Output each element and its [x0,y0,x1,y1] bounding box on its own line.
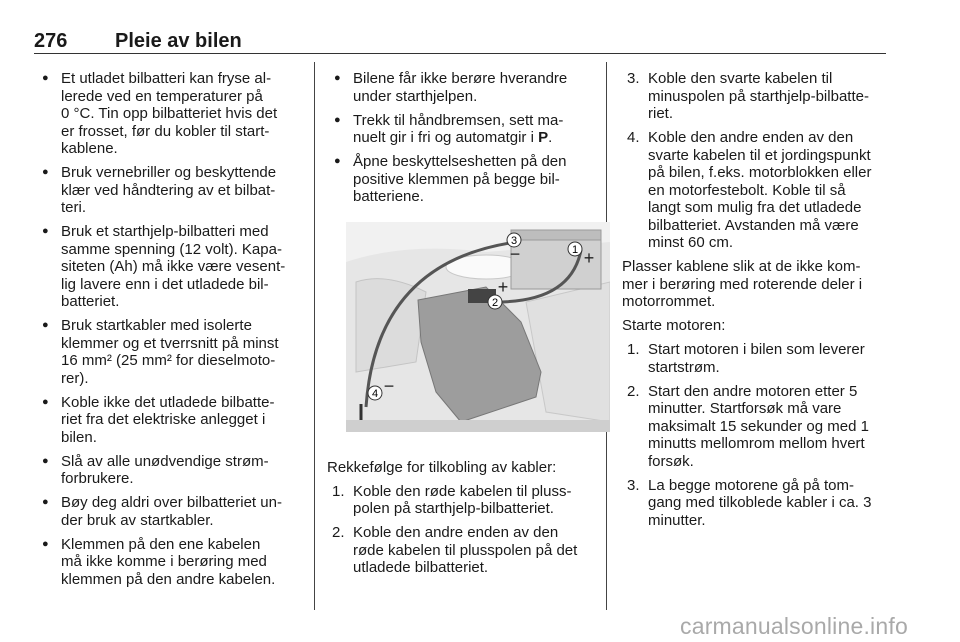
column-3 [622,70,898,536]
item-number: 3. [627,70,640,87]
text-line: minst 60 cm. [648,234,734,251]
text-line: utladede bilbatteriet. [353,559,489,576]
bullet-item [42,535,311,589]
text-line: Koble den røde kabelen til pluss- [353,482,572,500]
text-line: bilbatteriet. Avstanden må være [648,216,859,234]
text-line: Rekkefølge for tilkobling av kabler: [327,458,557,476]
text-line: er frosset, før du kobler til start- [61,122,270,140]
bullet-item [42,393,311,447]
numbered-item [627,382,898,471]
bullet-icon: ● [334,113,341,126]
bullet-icon: ● [334,72,341,84]
text-line: Koble den andre enden av den [353,524,559,541]
bullet-item [334,111,603,147]
page-number: 276 [34,30,68,52]
text-line: samme spenning (12 volt). Kapa- [61,240,282,258]
text-line: lig lavere enn i det utladede bil- [61,275,269,293]
text-line: langt som mulig fra det utladede [648,199,862,216]
text-line: siteten (Ah) må ikke være vesent- [61,258,286,275]
item-number: 2. [627,382,640,400]
text-line: under starthjelpen. [353,87,478,105]
text-line: positive klemmen på begge bil- [353,170,560,188]
numbered-item [627,341,898,376]
text-line: kablene. [61,140,118,157]
text-line: svarte kabelen til et jordingspunkt [648,146,871,164]
text-line: Klemmen på den ene kabelen [61,535,261,553]
callout-1: 1 [571,244,579,256]
bullet-item [42,452,311,488]
text-line: maksimalt 15 sekunder og med 1 [648,417,869,435]
text-line: minutts mellomrom mellom hvert [648,435,865,452]
text-line: Koble den svarte kabelen til [648,70,833,87]
bullet-item [42,164,311,217]
numbered-item [332,482,603,518]
text-line: nuelt gir i fri og automatgir i P. [353,129,553,146]
text-line: røde kabelen til plusspolen på det [353,541,578,559]
text-line: batteriet. [61,293,120,310]
bullet-item [42,494,311,529]
text-line: Trekk til håndbremsen, sett ma- [353,111,564,129]
text-line: på bilen, f.eks. motorblokken eller [648,164,872,181]
bullet-icon: ● [42,537,49,550]
plus-sign: + [583,248,595,268]
text-line: Et utladet bilbatteri kan fryse al- [61,70,272,87]
numbered-item [627,129,898,252]
text-line: minutter. Startforsøk må vare [648,400,842,417]
bullet-icon: ● [42,225,49,237]
item-number: 1. [332,482,345,500]
column-2 [327,70,603,583]
callout-2: 2 [491,297,499,309]
text-line: riet. [648,105,674,122]
numbered-item [332,524,603,577]
bullet-icon: ● [334,155,341,167]
bullet-item [42,70,311,158]
page-title: Pleie av bilen [115,30,242,52]
bullet-icon: ● [42,496,49,508]
text-line: bilen. [61,428,97,446]
bullet-item [42,317,311,387]
text-line: minutter. [648,511,706,529]
text-line: Starte motoren: [622,317,726,334]
bullet-icon: ● [42,166,49,178]
text-line: Koble den andre enden av den [648,129,854,146]
text-line: Bruk startkabler med isolerte [61,317,252,334]
start-procedure-list [622,70,898,529]
paragraph [327,459,603,477]
text-line: motorrommet. [622,293,716,310]
text-line: La begge motorene gå på tom- [648,476,854,494]
text-line: Åpne beskyttelseshetten på den [353,153,567,170]
callout-4: 4 [371,388,379,400]
bullet-icon: ● [42,454,49,467]
item-number: 4. [627,129,640,146]
text-line: der bruk av startkabler. [61,511,214,529]
header-rule [34,53,886,54]
text-line: riet fra det elektriske anlegget i [61,411,266,428]
text-line: gang med tilkoblede kabler i ca. 3 [648,494,872,511]
text-line: klemmer og et tverrsnitt på minst [61,334,279,352]
callout-3: 3 [510,235,518,247]
item-number: 3. [627,476,640,494]
watermark: carmanualsonline.info [680,613,908,639]
text-line: Bruk vernebriller og beskyttende [61,164,277,181]
text-line: Bruk et starthjelp-bilbatteri med [61,223,269,240]
paragraph [622,258,898,311]
bullet-item [334,153,603,206]
text-line: mer i berøring med roterende deler i [622,275,863,293]
paragraph [622,317,898,335]
text-line: Slå av alle unødvendige strøm- [61,452,269,470]
numbered-item [627,70,898,123]
minus-sign: − [509,244,521,264]
bullet-item [334,70,603,105]
preparation-list [334,70,603,206]
precautions-list [42,70,311,588]
text-line: må ikke komme i berøring med [61,553,267,570]
text-line: Start motoren i bilen som leverer [648,341,865,358]
text-line: lerede ved en temperaturer på [61,87,263,105]
text-line: Bilene får ikke berøre hverandre [353,70,568,87]
text-line: Koble ikke det utladede bilbatte- [61,393,275,411]
connection-order-list [327,458,603,577]
minus-sign: − [383,376,395,396]
bullet-item [42,223,311,311]
text-line: Plasser kablene slik at de ikke kom- [622,258,861,275]
item-number: 1. [627,341,640,358]
text-line: Start den andre motoren etter 5 [648,382,858,400]
column-divider [314,62,315,610]
text-line: 16 mm² (25 mm² for dieselmoto- [61,352,276,369]
bullet-icon: ● [42,319,49,331]
text-line: batteriene. [353,188,424,205]
text-line: teri. [61,199,87,216]
text-line: 0 °C. Tin opp bilbatteriet hvis det [61,105,278,122]
jump-start-illustration [346,222,610,432]
text-line: en motorfestebolt. Koble til så [648,181,846,199]
bullet-icon: ● [42,395,49,408]
bullet-icon: ● [42,72,49,84]
text-line: klemmen på den andre kabelen. [61,570,276,588]
text-line: Bøy deg aldri over bilbatteriet un- [61,494,282,511]
numbered-item [627,476,898,530]
text-line: minuspolen på starthjelp-bilbatte- [648,87,869,105]
column-1 [42,70,311,595]
text-line: rer). [61,369,89,387]
text-line: forsøk. [648,452,694,470]
text-line: forbrukere. [61,470,134,487]
plus-sign: + [497,277,509,297]
text-line: polen på starthjelp-bilbatteriet. [353,500,554,517]
item-number: 2. [332,524,345,541]
text-line: klær ved håndtering av et bilbat- [61,181,276,199]
text-line: startstrøm. [648,358,720,376]
